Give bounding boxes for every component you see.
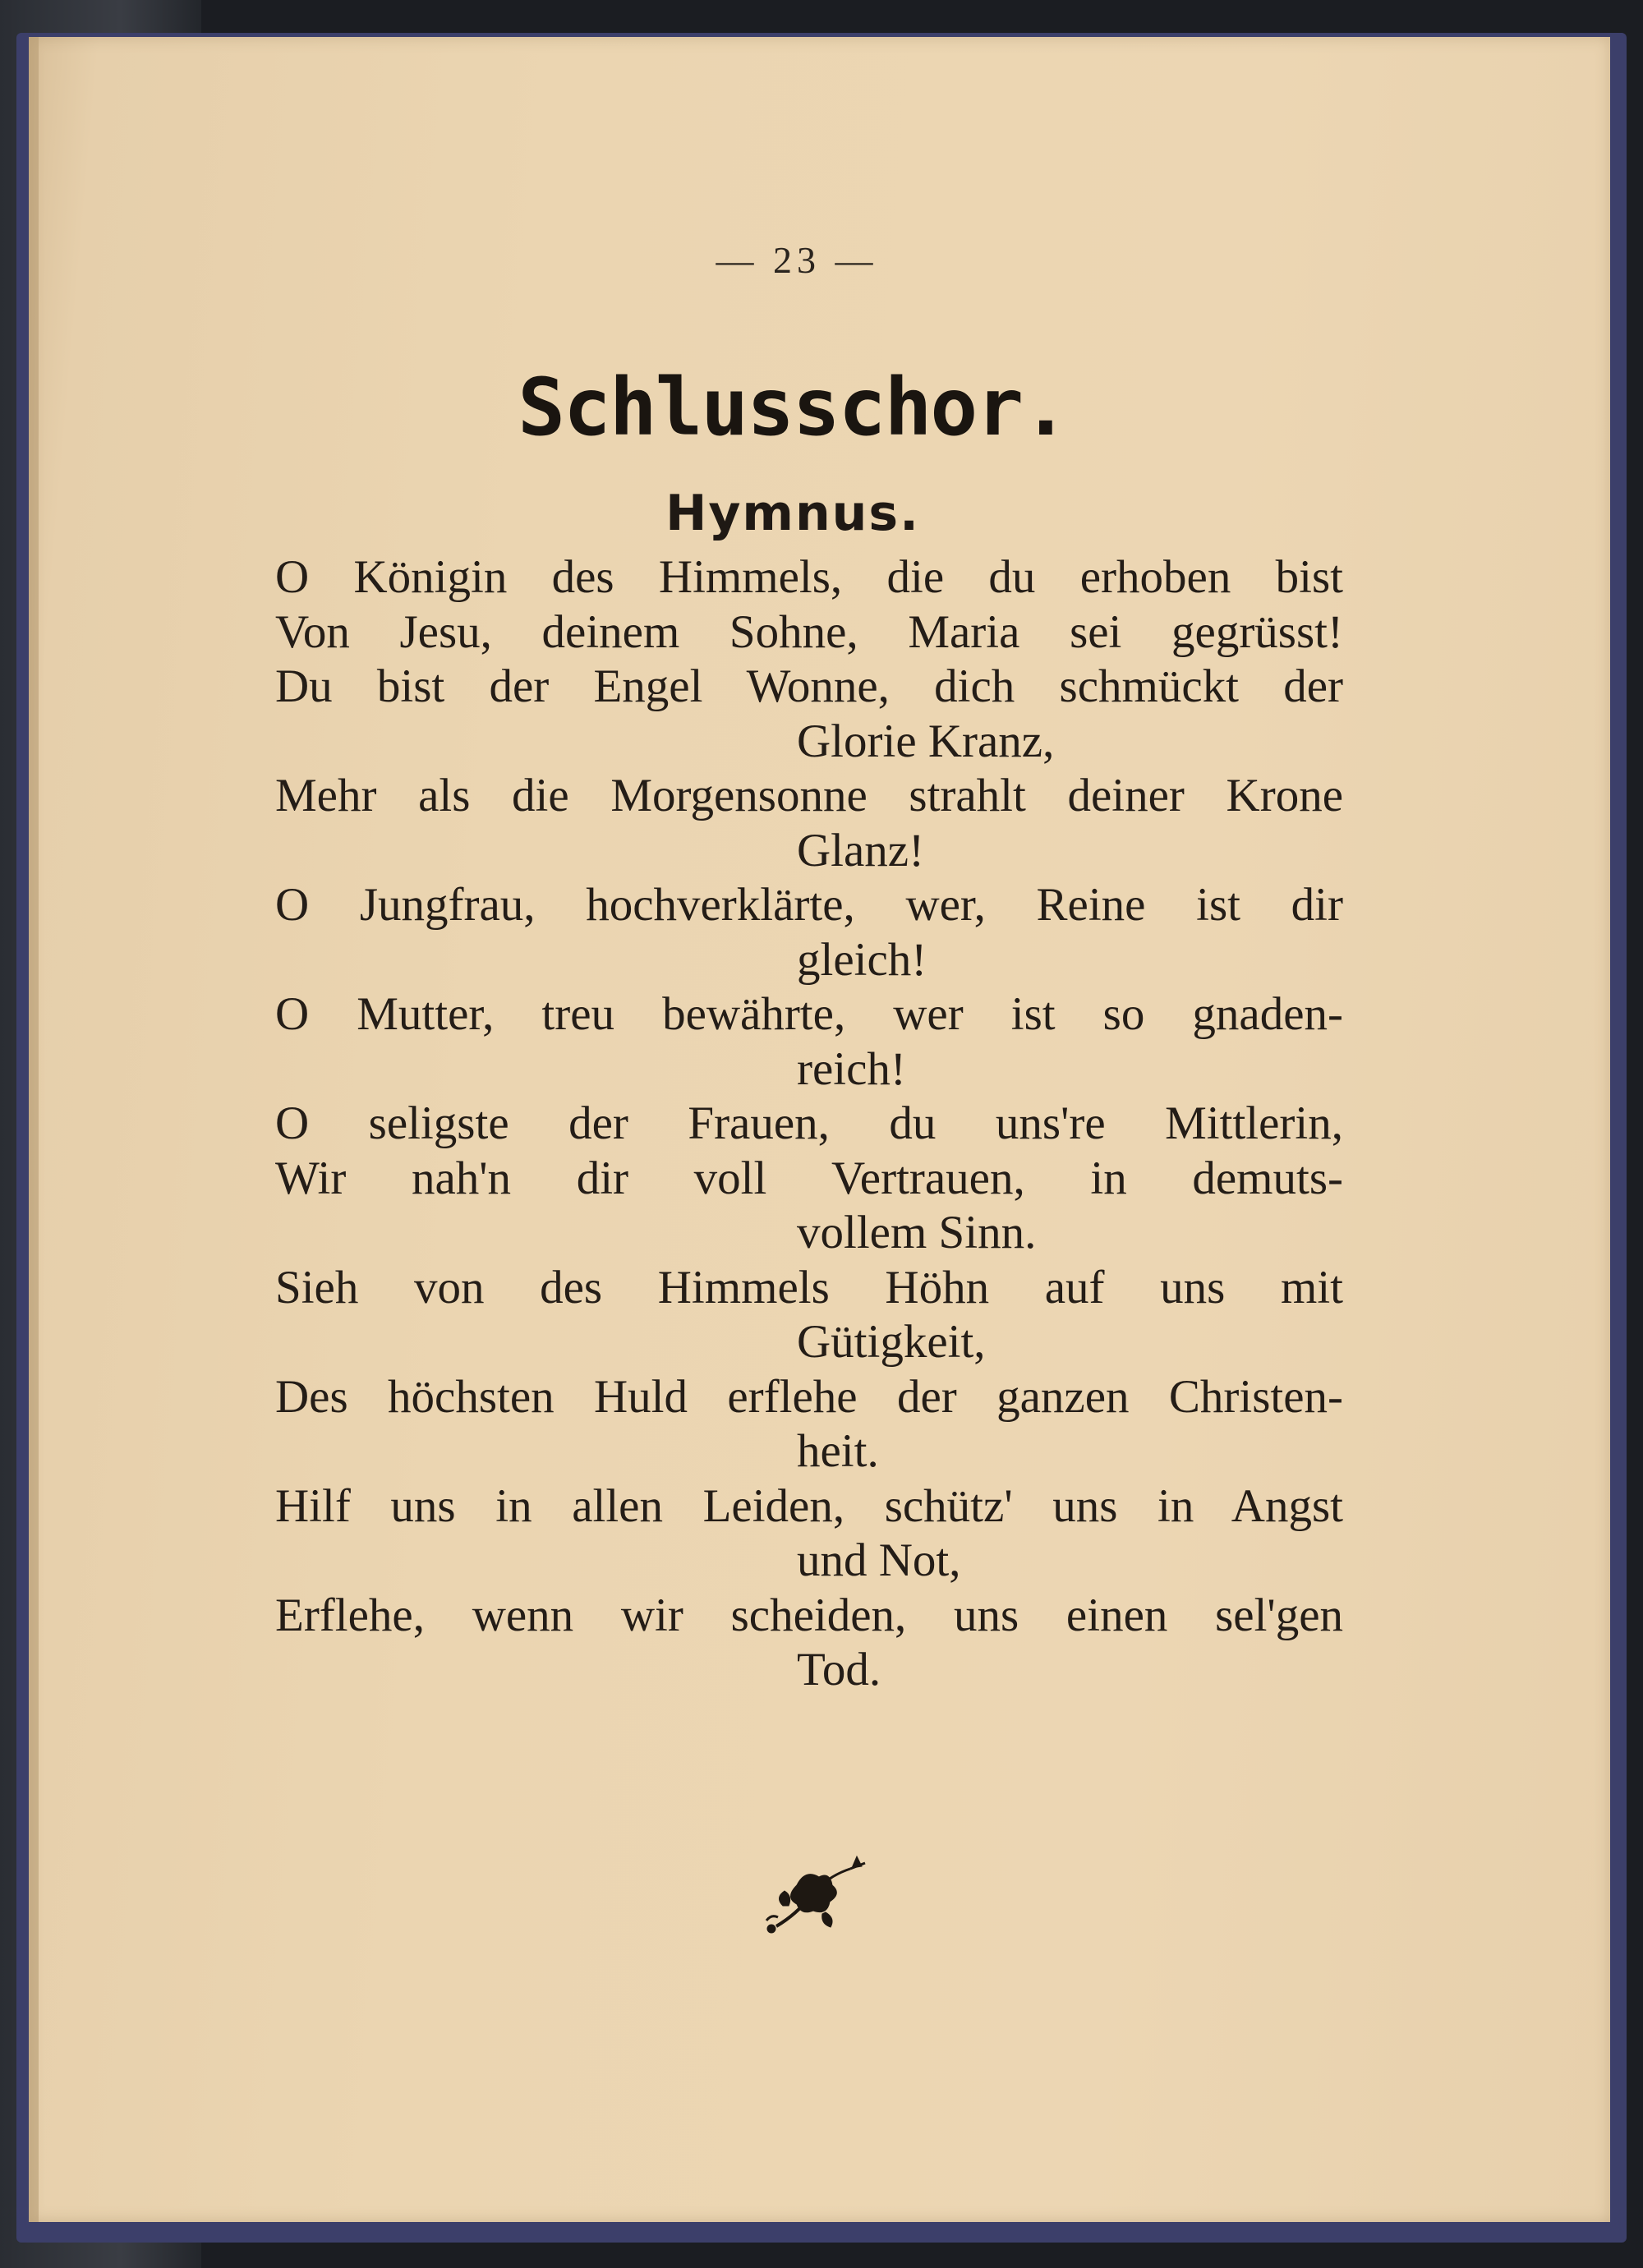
poem-line: Sieh von des Himmels Höhn auf uns mit	[275, 1261, 1343, 1313]
poem-line: Erflehe, wenn wir scheiden, uns einen sel'gen	[275, 1589, 1343, 1641]
poem-line: Wir nah'n dir voll Vertrauen, in demuts-	[275, 1152, 1343, 1204]
poem-line-continuation: Glorie Kranz,	[797, 715, 1055, 767]
poem-line-continuation: reich!	[797, 1042, 906, 1095]
poem-line: Hilf uns in allen Leiden, schütz' uns in Angst	[275, 1479, 1343, 1532]
floral-vignette-icon	[760, 1848, 875, 1939]
poem-line-continuation: vollem Sinn.	[797, 1207, 1037, 1258]
poem-line-continuation: gleich!	[797, 933, 927, 986]
page-title: Schlusschor.	[518, 361, 1068, 453]
poem-line: O seligste der Frauen, du uns're Mittlerin,	[275, 1097, 1343, 1149]
poem-line-continuation: heit.	[797, 1425, 879, 1477]
poem-line-continuation: Gütigkeit,	[797, 1316, 986, 1368]
poem-line-continuation: Tod.	[797, 1644, 881, 1695]
hymn-text	[275, 550, 1343, 1698]
poem-line: Du bist der Engel Wonne, dich schmückt der	[275, 660, 1343, 712]
poem-line: Von Jesu, deinem Sohne, Maria sei gegrüsst!	[275, 605, 1343, 658]
poem-line: Des höchsten Huld erflehe der ganzen Christen-	[275, 1370, 1343, 1423]
poem-line: Mehr als die Morgensonne strahlt deiner Krone	[275, 770, 1343, 821]
poem-line: O Jungfrau, hochverklärte, wer, Reine ist dir	[275, 879, 1343, 931]
poem-line-continuation: und Not,	[797, 1534, 961, 1586]
poem-line: O Mutter, treu bewährte, wer ist so gnaden-	[275, 988, 1343, 1040]
poem-line: O Königin des Himmels, die du erhoben bist	[275, 551, 1343, 603]
page-subtitle: Hymnus.	[665, 485, 920, 542]
poem-line-continuation: Glanz!	[797, 824, 925, 876]
page-number: — 23 —	[716, 239, 878, 281]
